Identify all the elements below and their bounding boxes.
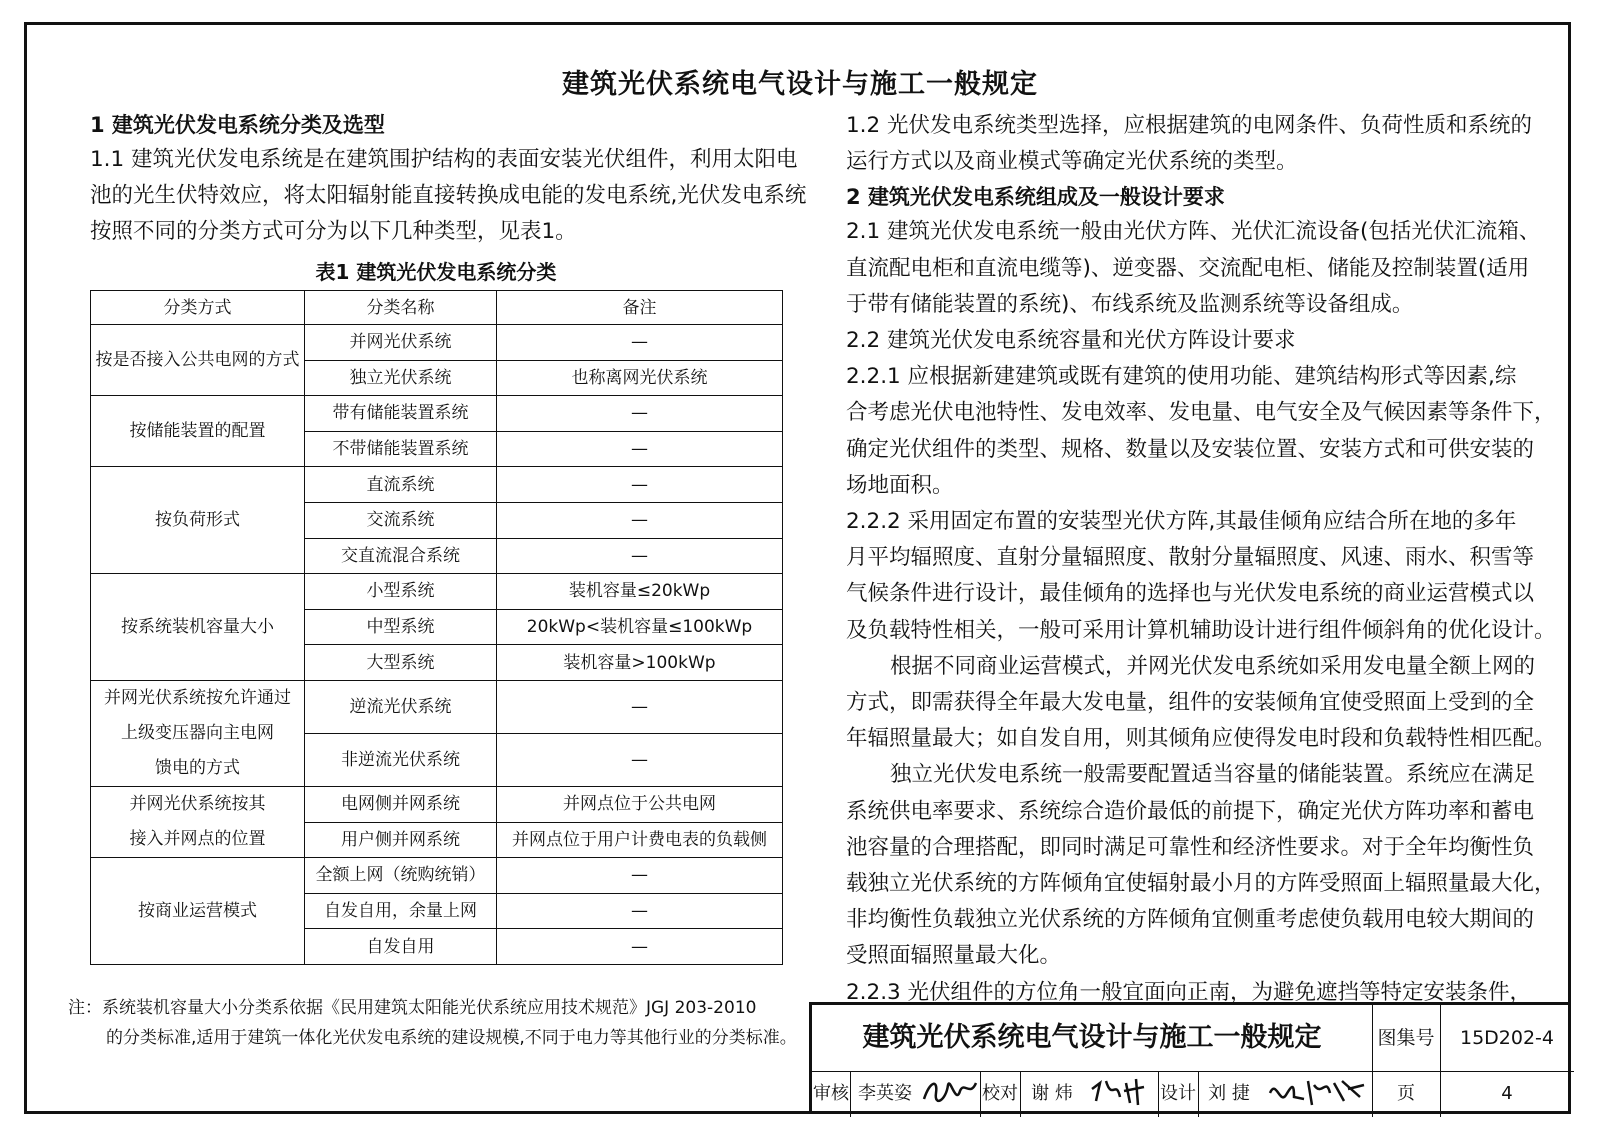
name-cell: 带有储能装置系统	[305, 396, 497, 432]
paragraph-grid-mode	[846, 649, 1556, 758]
text-line: 直流配电柜和直流电缆等)、逆变器、交流配电柜、储能及控制装置(适用	[846, 255, 1530, 281]
header-cell: 备注	[497, 291, 783, 325]
check-label: 校对	[980, 1071, 1021, 1117]
left-column	[90, 108, 807, 251]
text-line: 及负载特性相关，一般可采用计算机辅助设计进行组件倾斜角的优化设计。	[846, 617, 1556, 643]
paragraph-2-2-2	[846, 504, 1556, 649]
remark-cell: 装机容量≤20kWp	[497, 574, 783, 610]
design-label: 设计	[1158, 1071, 1199, 1117]
paragraph-1-1	[90, 142, 807, 251]
text-line: 受照面辐照量最大化。	[846, 943, 1062, 969]
category-line: 并网光伏系统按其	[129, 794, 266, 815]
paragraph-2-2-1	[846, 359, 1556, 504]
category-line: 馈电的方式	[155, 757, 240, 778]
table-caption: 表1 建筑光伏发电系统分类	[315, 260, 557, 284]
category-cell: 按是否接入公共电网的方式	[91, 325, 305, 396]
checker-signature	[1084, 1071, 1159, 1117]
title-block	[809, 1002, 1571, 1114]
page-label: 页	[1372, 1071, 1441, 1117]
remark-cell: —	[497, 502, 783, 538]
atlas-number: 15D202-4	[1440, 1005, 1574, 1072]
remark-cell: —	[497, 858, 783, 894]
text-line: 于带有储能装置的系统)、布线系统及监测系统等设备组成。	[846, 291, 1414, 317]
remark-cell: —	[497, 893, 783, 929]
text-line: 池的光生伏特效应，将太阳辐射能直接转换成电能的发电系统,光伏发电系统	[90, 183, 807, 209]
table-row	[91, 325, 783, 361]
table-header-row	[91, 291, 783, 325]
checker-name: 谢 炜	[1031, 1083, 1073, 1104]
remark-cell: 并网点位于用户计费电表的负载侧	[497, 822, 783, 858]
text-line: 非均衡性负载独立光伏系统的方阵倾角宜侧重考虑使负载用电较大期间的	[846, 907, 1535, 933]
paragraph-2-1	[846, 214, 1541, 323]
category-cell: 按系统装机容量大小	[91, 574, 305, 681]
text-line: 确定光伏组件的类型、规格、数量以及安装位置、安装方式和可供安装的	[846, 436, 1535, 462]
atlas-number-label: 图集号	[1372, 1005, 1441, 1072]
table-row	[91, 467, 783, 503]
name-cell: 非逆流光伏系统	[305, 733, 497, 786]
page-title: 建筑光伏系统电气设计与施工一般规定	[562, 69, 1038, 100]
header-cell: 分类方式	[91, 291, 305, 325]
text-line: 独立光伏发电系统一般需要配置适当容量的储能装置。系统应在满足	[890, 762, 1536, 788]
remark-cell: —	[497, 538, 783, 574]
signature-icon	[1086, 1071, 1156, 1111]
category-cell: 按储能装置的配置	[91, 396, 305, 467]
page-number: 4	[1501, 1083, 1513, 1104]
remark-cell: —	[497, 325, 783, 361]
name-cell: 自发自用	[305, 929, 497, 965]
text-line: 2.1 建筑光伏发电系统一般由光伏方阵、光伏汇流设备(包括光伏汇流箱、	[846, 219, 1541, 245]
section-heading-2: 2 建筑光伏发电系统组成及一般设计要求	[846, 185, 1225, 210]
signature-icon	[920, 1071, 980, 1111]
remark-cell: —	[497, 733, 783, 786]
name-cell: 交流系统	[305, 502, 497, 538]
category-cell	[91, 680, 305, 786]
text-line: 气候条件进行设计，最佳倾角的选择也与光伏发电系统的商业运营模式以	[846, 581, 1535, 607]
text-line: 2.2 建筑光伏发电系统容量和光伏方阵设计要求	[846, 328, 1296, 354]
title-block-title: 建筑光伏系统电气设计与施工一般规定	[812, 1005, 1373, 1072]
remark-cell: 20kWp<装机容量≤100kWp	[497, 609, 783, 645]
remark-cell: —	[497, 680, 783, 733]
text-line: 载独立光伏系统的方阵倾角宜使辐射最小月的方阵受照面上辐照量最大化，	[846, 871, 1556, 897]
name-cell: 电网侧并网系统	[305, 786, 497, 822]
name-cell: 自发自用，余量上网	[305, 893, 497, 929]
section-heading-1: 1 建筑光伏发电系统分类及选型	[90, 113, 385, 137]
paragraph-off-grid	[846, 757, 1556, 974]
designer-name: 刘 捷	[1208, 1083, 1250, 1104]
category-line: 接入并网点的位置	[129, 829, 266, 850]
name-cell: 直流系统	[305, 467, 497, 503]
name-cell: 交直流混合系统	[305, 538, 497, 574]
table-row	[91, 786, 783, 822]
remark-cell: 并网点位于公共电网	[497, 786, 783, 822]
name-cell: 中型系统	[305, 609, 497, 645]
remark-cell: —	[497, 929, 783, 965]
remark-cell: —	[497, 431, 783, 467]
name-cell: 不带储能装置系统	[305, 431, 497, 467]
table-row	[91, 858, 783, 894]
remark-cell: —	[497, 396, 783, 432]
text-line: 年辐照量最大；如自发自用，则其倾角应使得发电时段和负载特性相匹配。	[846, 726, 1556, 752]
remark-cell: 装机容量>100kWp	[497, 645, 783, 681]
text-line: 2.2.3 光伏组件的方位角一般宜面向正南，为避免遮挡等特定安装条件，	[846, 979, 1532, 1005]
text-line: 1.2 光伏发电系统类型选择，应根据建筑的电网条件、负荷性质和系统的	[846, 113, 1533, 138]
text-line: 运行方式以及商业模式等确定光伏系统的类型。	[846, 149, 1298, 175]
table-row	[91, 574, 783, 610]
remark-cell: 也称离网光伏系统	[497, 360, 783, 396]
text-line: 月平均辐照度、直射分量辐照度、散射分量辐照度、风速、雨水、积雪等	[846, 545, 1535, 571]
category-cell: 按负荷形式	[91, 467, 305, 574]
table-row	[91, 680, 783, 733]
text-line: 方式，即需获得全年最大发电量，组件的安装倾角宜使受照面上受到的全	[846, 690, 1535, 716]
remark-cell: —	[497, 467, 783, 503]
text-line: 场地面积。	[846, 472, 954, 498]
text-line: 池容量的合理搭配，即同时满足可靠性和经济性要求。对于全年均衡性负	[846, 834, 1535, 860]
note-line: 注：系统装机容量大小分类系依据《民用建筑太阳能光伏系统应用技术规范》JGJ 203-2010	[68, 998, 757, 1018]
right-column	[846, 108, 1556, 1011]
name-cell: 小型系统	[305, 574, 497, 610]
note-line: 的分类标准,适用于建筑一体化光伏发电系统的建设规模,不同于电力等其他行业的分类标准。	[106, 1028, 797, 1048]
name-cell: 全额上网（统购统销）	[305, 858, 497, 894]
name-cell: 用户侧并网系统	[305, 822, 497, 858]
reviewer-name: 李英姿	[858, 1083, 912, 1104]
category-cell: 按商业运营模式	[91, 858, 305, 965]
signature-icon	[1264, 1071, 1368, 1111]
designer-signature	[1260, 1071, 1373, 1117]
reviewer-signature	[920, 1071, 981, 1117]
category-cell	[91, 786, 305, 857]
text-line: 2.2.2 采用固定布置的安装型光伏方阵,其最佳倾角应结合所在地的多年	[846, 509, 1517, 535]
text-line: 根据不同商业运营模式，并网光伏发电系统如采用发电量全额上网的	[890, 653, 1536, 679]
text-line: 2.2.1 应根据新建建筑或既有建筑的使用功能、建筑结构形式等因素,综	[846, 364, 1517, 390]
name-cell: 并网光伏系统	[305, 325, 497, 361]
text-line: 1.1 建筑光伏发电系统是在建筑围护结构的表面安装光伏组件，利用太阳电	[90, 147, 798, 172]
table-note	[68, 993, 798, 1053]
review-label: 审核	[812, 1071, 851, 1117]
paragraph-1-2	[846, 108, 1536, 180]
category-line: 上级变压器向主电网	[121, 722, 274, 743]
table-row	[91, 396, 783, 432]
name-cell: 大型系统	[305, 645, 497, 681]
name-cell: 独立光伏系统	[305, 360, 497, 396]
text-line: 合考虑光伏电池特性、发电效率、发电量、电气安全及气候因素等条件下，	[846, 400, 1556, 426]
paragraph-2-2	[846, 323, 1536, 359]
classification-table	[90, 290, 783, 965]
name-cell: 逆流光伏系统	[305, 680, 497, 733]
header-cell: 分类名称	[305, 291, 497, 325]
text-line: 按照不同的分类方式可分为以下几种类型，见表1。	[90, 219, 577, 245]
text-line: 系统供电率要求、系统综合造价最低的前提下，确定光伏方阵功率和蓄电	[846, 798, 1535, 824]
category-line: 并网光伏系统按允许通过	[104, 687, 291, 708]
